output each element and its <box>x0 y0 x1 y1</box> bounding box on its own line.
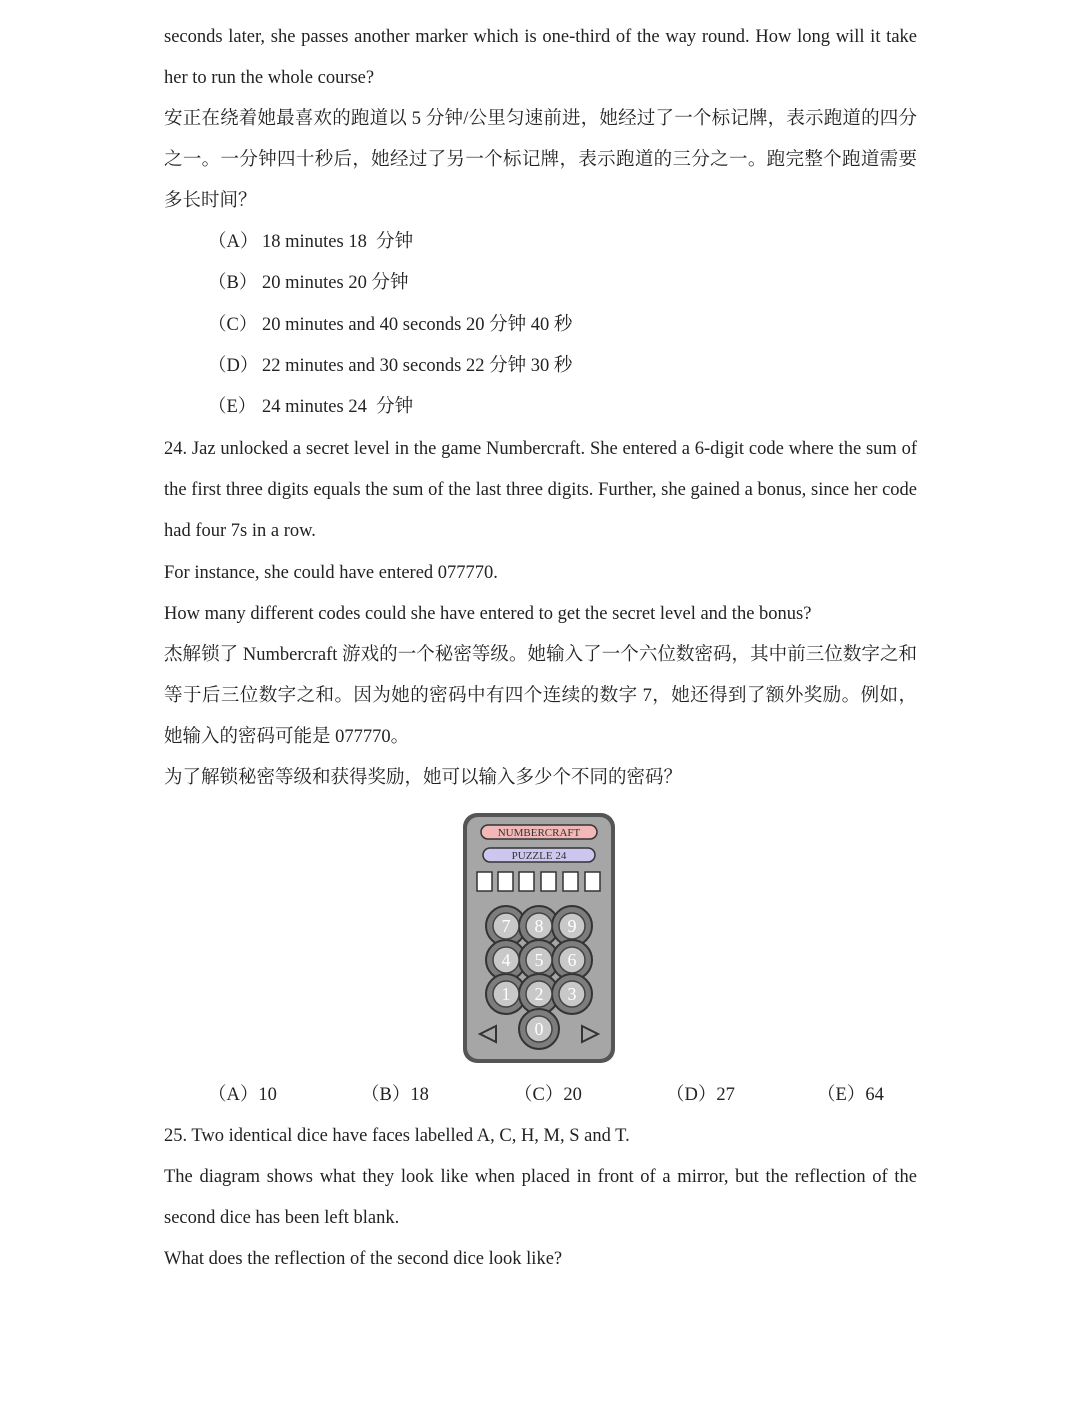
q23-option-e[interactable] <box>208 387 413 428</box>
key-label: 3 <box>567 984 577 1004</box>
option-label: （B） <box>208 273 258 293</box>
option-value: 10 <box>258 1085 277 1105</box>
option-label: （D） <box>666 1085 717 1105</box>
key-label: 8 <box>534 916 544 936</box>
option-label: （A） <box>208 1085 259 1105</box>
q24-option-e[interactable] <box>817 1075 884 1116</box>
key-label: 1 <box>501 984 511 1004</box>
option-value: 27 <box>716 1085 735 1105</box>
option-text: 20 minutes 20 分钟 <box>262 273 409 293</box>
code-slot <box>585 872 600 891</box>
option-label: （E） <box>208 397 257 417</box>
q25-diagram-text: The diagram shows what they look like when placed in front of a mirror, but the reflection of the second dice has been left blank. <box>164 1167 917 1228</box>
q25-question-text: What does the reflection of the second dice look like? <box>164 1249 563 1269</box>
option-label: （B） <box>361 1085 411 1105</box>
q24-option-b[interactable] <box>361 1075 429 1116</box>
key-label: 9 <box>567 916 577 936</box>
q24-option-d[interactable] <box>666 1075 735 1116</box>
option-value: 18 <box>410 1085 429 1105</box>
keypad-title: NUMBERCRAFT <box>497 827 581 839</box>
q23-option-c[interactable] <box>208 305 572 346</box>
option-text: 20 minutes and 40 seconds 20 分钟 40 秒 <box>262 315 573 335</box>
option-text: 24 minutes 24 分钟 <box>262 397 414 417</box>
q24-chinese-text: 杰解锁了 Numbercraft 游戏的一个秘密等级。她输入了一个六位数密码，其中前三位数字之和等于后三位数字之和。因为她的密码中有四个连续的数字 7，她还得到了额外奖励。例如，她输入的密码可能是 077770。 <box>164 645 917 747</box>
numbercraft-keypad-illustration <box>460 810 618 1066</box>
q24-chinese-question: 为了解锁秘密等级和获得奖励，她可以输入多少个不同的密码？ <box>164 768 683 788</box>
option-label: （C） <box>514 1085 564 1105</box>
code-slot <box>477 872 492 891</box>
option-value: 20 <box>563 1085 582 1105</box>
q25-intro-text: 25. Two identical dice have faces labelled A, C, H, M, S and T. <box>164 1126 630 1146</box>
keypad-drawing <box>460 810 618 1066</box>
key-label: 5 <box>534 950 544 970</box>
option-label: （C） <box>208 315 258 335</box>
q23-option-a[interactable] <box>208 222 413 263</box>
code-slot <box>498 872 513 891</box>
key-label: 4 <box>501 950 511 970</box>
code-slot <box>519 872 534 891</box>
option-value: 64 <box>865 1085 884 1105</box>
q24-question-text: How many different codes could she have entered to get the secret level and the bonus? <box>164 604 812 624</box>
q23-chinese-text: 安正在绕着她最喜欢的跑道以 5 分钟/公里匀速前进，她经过了一个标记牌，表示跑道的四分之一。一分钟四十秒后，她经过了另一个标记牌，表示跑道的三分之一。跑完整个跑道需要多长时间？ <box>164 109 917 211</box>
option-label: （D） <box>208 356 259 376</box>
q24-example-text: For instance, she could have entered 077770. <box>164 563 498 583</box>
keypad-subtitle: PUZZLE 24 <box>511 850 567 862</box>
option-text: 18 minutes 18 分钟 <box>262 232 414 252</box>
q24-option-c[interactable] <box>514 1075 582 1116</box>
q23-option-d[interactable] <box>208 346 572 387</box>
key-label: 0 <box>534 1019 544 1039</box>
option-label: （E） <box>817 1085 866 1105</box>
q23-option-b[interactable] <box>208 263 408 304</box>
key-label: 7 <box>501 916 511 936</box>
q23-english-text: seconds later, she passes another marker which is one-third of the way round. How long will it take her to run the whole course? <box>164 27 917 88</box>
key-label: 6 <box>567 950 577 970</box>
option-text: 22 minutes and 30 seconds 22 分钟 30 秒 <box>262 356 573 376</box>
code-slot <box>541 872 556 891</box>
code-slot <box>563 872 578 891</box>
key-label: 2 <box>534 984 544 1004</box>
q24-english-text: 24. Jaz unlocked a secret level in the game Numbercraft. She entered a 6-digit code where the sum of the first three digits equals the sum of the last three digits. Further, she gained a bonus, since her code had four 7s in a row. <box>164 439 917 541</box>
q24-option-a[interactable] <box>208 1075 277 1116</box>
option-label: （A） <box>208 232 259 252</box>
